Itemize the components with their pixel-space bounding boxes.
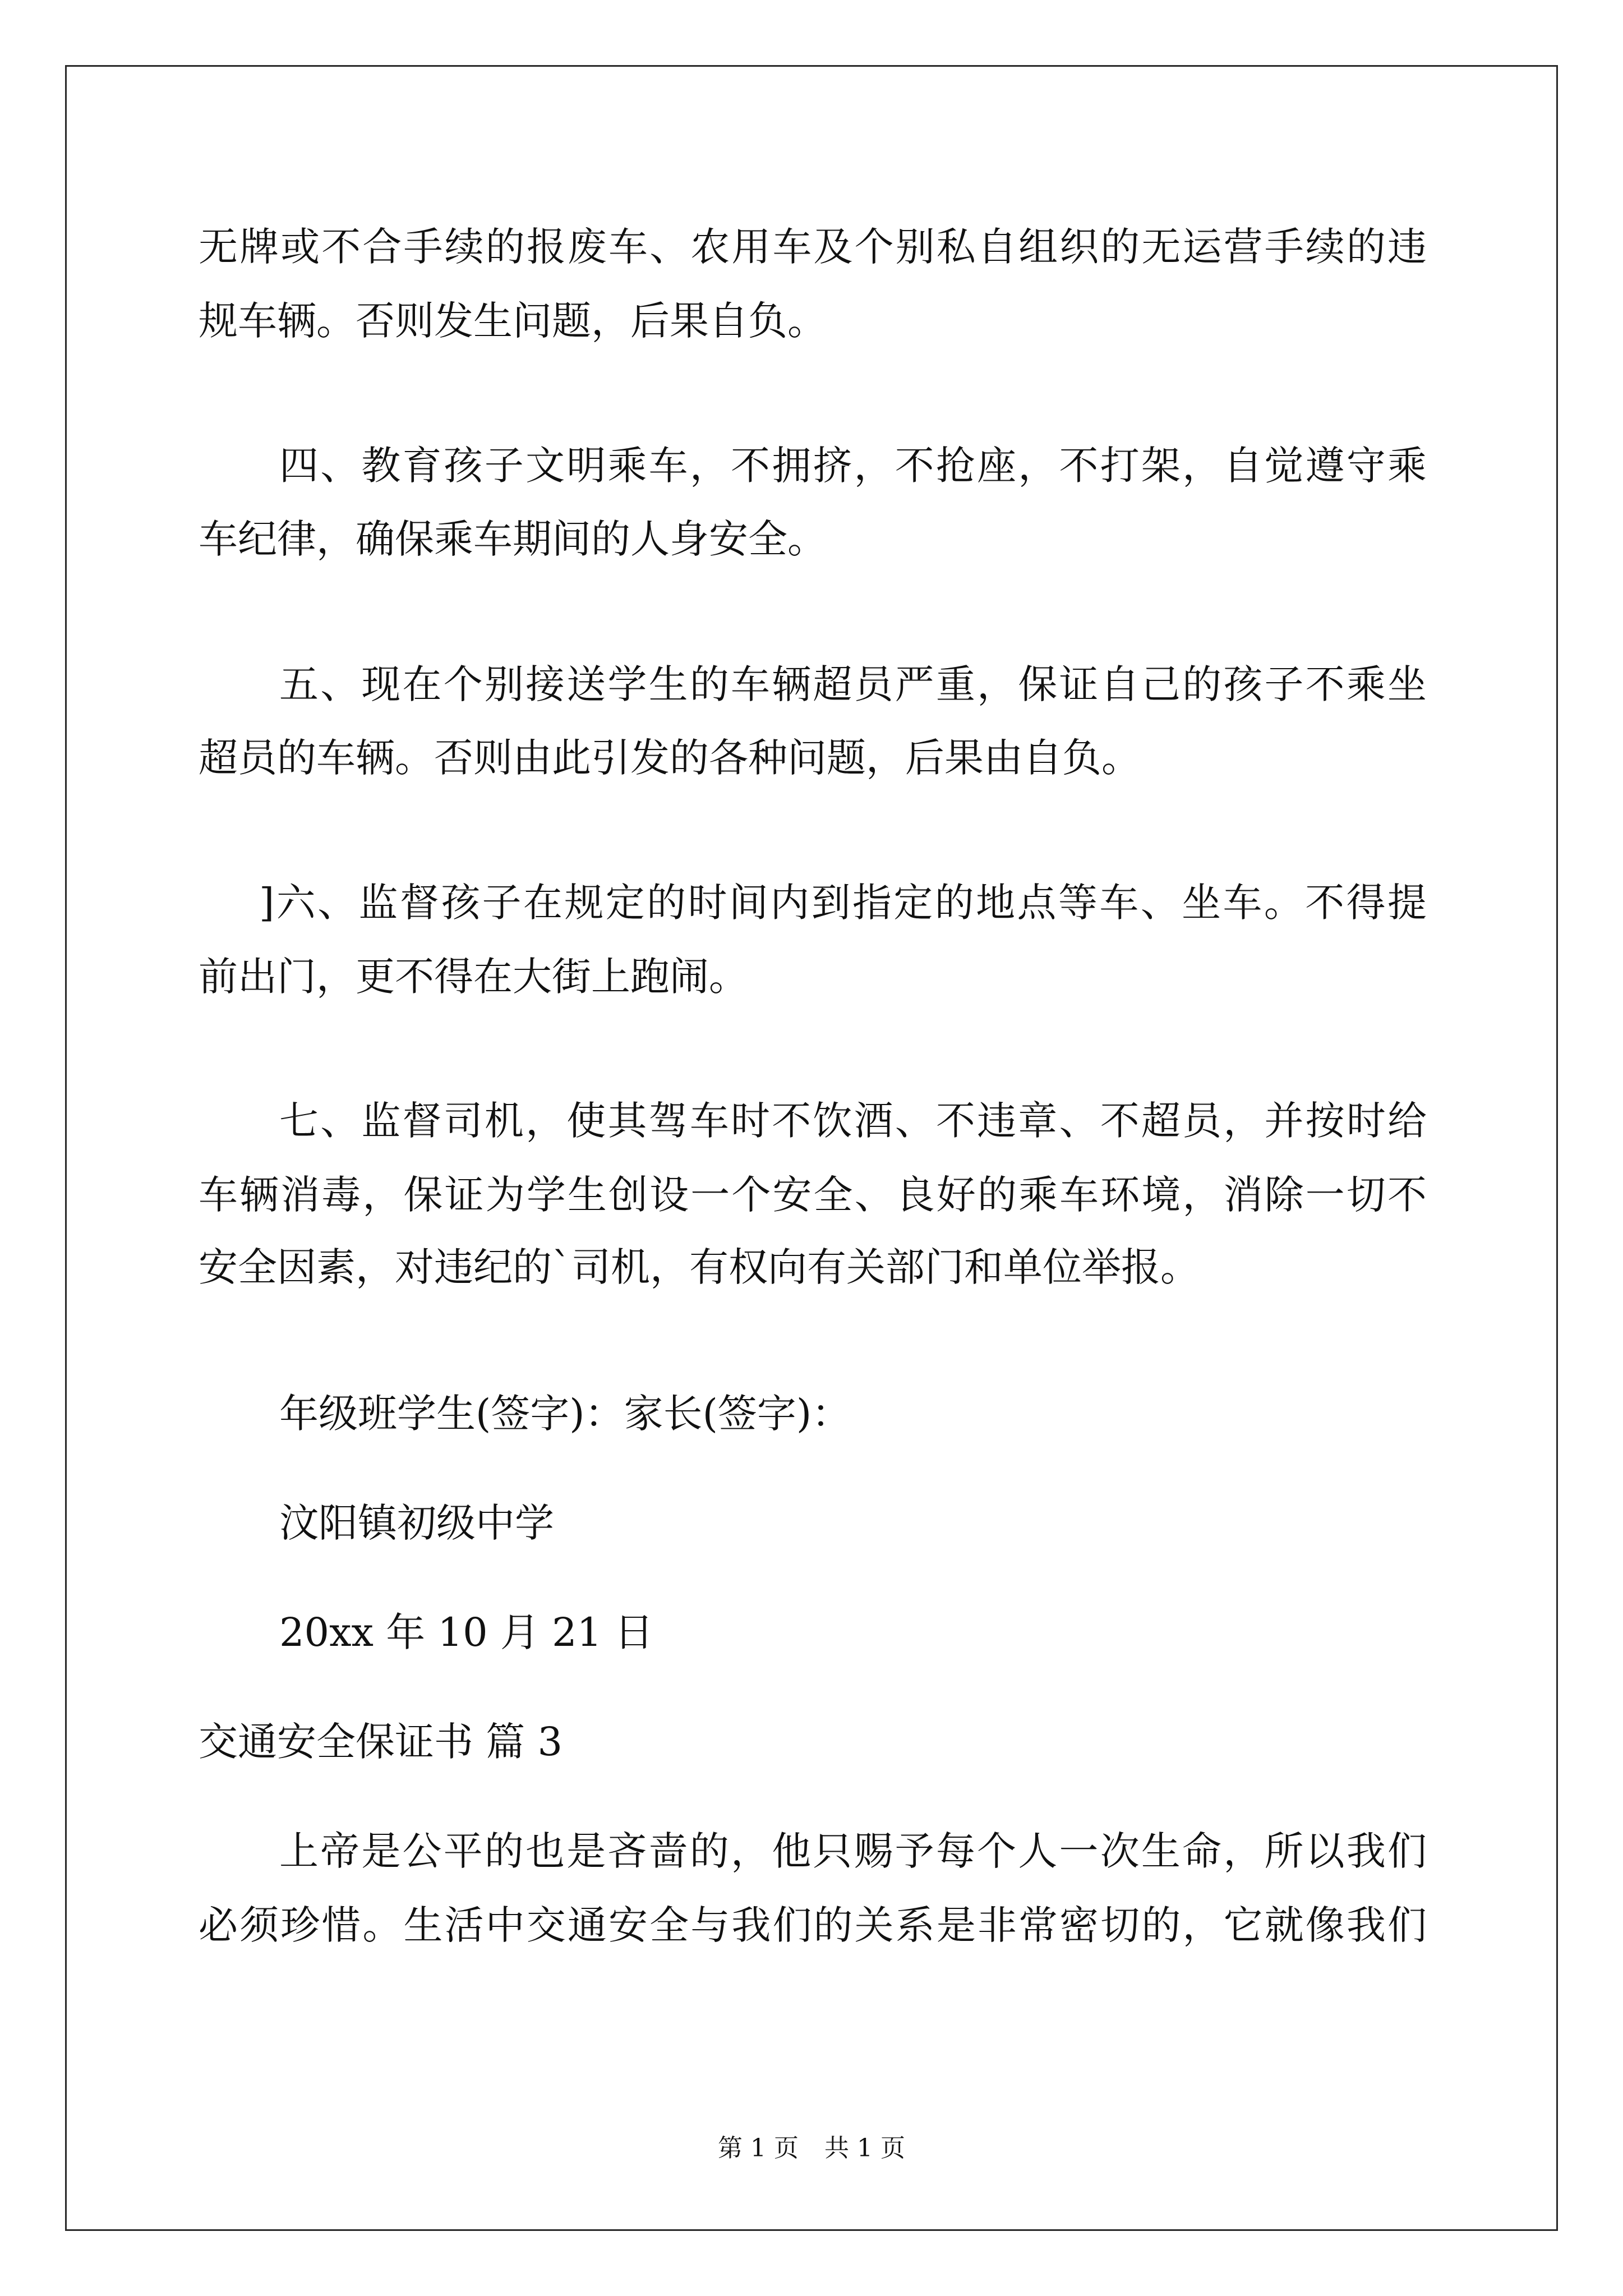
text-line: 车辆消毒，保证为学生创设一个安全、良好的乘车环境，消除一切不 xyxy=(199,1172,1427,1218)
document-date: 20xx 年 10 月 21 日 xyxy=(279,1609,654,1655)
section-heading: 交通安全保证书 篇 3 xyxy=(199,1719,563,1765)
paragraph-line: 上帝是公平的也是吝啬的，他只赐予每个人一次生命，所以我们 xyxy=(279,1828,1427,1874)
paragraph-5-line: 五、现在个别接送学生的车辆超员严重，保证自己的孩子不乘坐 xyxy=(279,661,1427,707)
paragraph-7-line: 七、监督司机，使其驾车时不饮酒、不违章、不超员，并按时给 xyxy=(279,1098,1427,1144)
text-line: 无牌或不合手续的报废车、农用车及个别私自组织的无运营手续的违 xyxy=(199,224,1427,270)
page-footer xyxy=(0,2132,1623,2165)
text-line: 规车辆。否则发生问题，后果自负。 xyxy=(199,298,827,344)
paragraph-6-line: ]六、监督孩子在规定的时间内到指定的地点等车、坐车。不得提 xyxy=(259,880,1427,926)
school-name: 汶阳镇初级中学 xyxy=(279,1500,554,1546)
text-line: 必须珍惜。生活中交通安全与我们的关系是非常密切的，它就像我们 xyxy=(199,1902,1427,1948)
page-total: 共 1 页 xyxy=(824,2134,905,2162)
signature-line: 年级班学生(签字)：家长(签字)： xyxy=(279,1391,851,1437)
paragraph-4-line: 四、教育孩子文明乘车，不拥挤，不抢座，不打架，自觉遵守乘 xyxy=(279,443,1427,489)
page-number: 第 1 页 xyxy=(718,2134,799,2162)
text-line: 超员的车辆。否则由此引发的各种问题，后果由自负。 xyxy=(199,735,1141,781)
text-line: 车纪律，确保乘车期间的人身安全。 xyxy=(199,516,827,562)
text-line: 安全因素，对违纪的`司机，有权向有关部门和单位举报。 xyxy=(199,1244,1200,1290)
text-line: 前出门，更不得在大街上跑闹。 xyxy=(199,954,748,1000)
